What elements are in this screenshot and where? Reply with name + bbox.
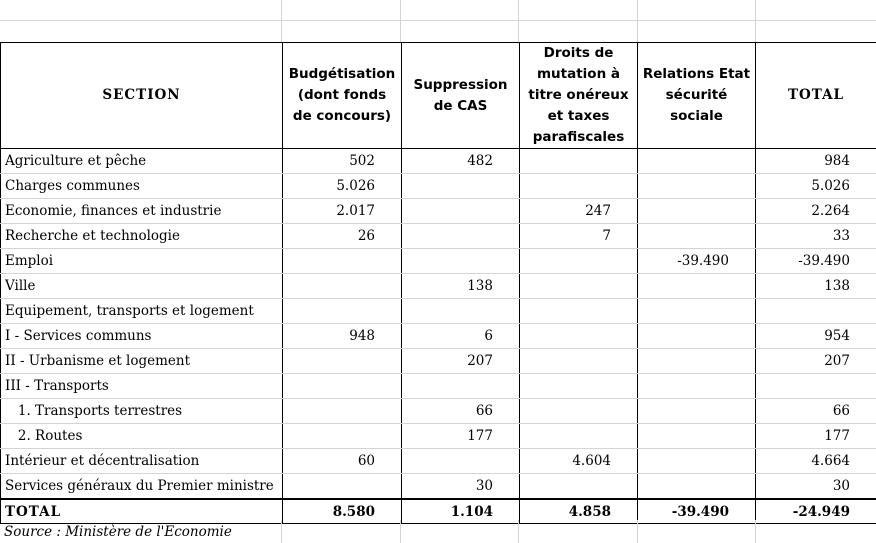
cell-suppression-cas: 138 [402, 274, 520, 299]
cell-suppression-cas [402, 174, 520, 199]
cell-droits-mutation [520, 474, 638, 500]
table-row [1, 449, 876, 474]
table-row [1, 249, 876, 274]
cell-section: Agriculture et pêche [1, 149, 283, 174]
cell-total: 2.264 [756, 199, 876, 224]
header-total: TOTAL [756, 43, 876, 149]
cell-budgetisation [283, 474, 402, 500]
header-droits-mutation: Droits de mutation à titre onéreux et taxes parafiscales [520, 43, 638, 149]
cell-budgetisation: 5.026 [283, 174, 402, 199]
cell-relations-etat [638, 149, 756, 174]
cell-relations-etat [638, 174, 756, 199]
cell-total: 66 [756, 399, 876, 424]
cell-total [756, 299, 876, 324]
cell-budgetisation [283, 349, 402, 374]
cell-budgetisation [283, 424, 402, 449]
cell-droits-mutation [520, 174, 638, 199]
cell-budgetisation [283, 249, 402, 274]
cell-relations-etat: -39.490 [638, 249, 756, 274]
cell-section: Services généraux du Premier ministre [1, 474, 283, 500]
cell-relations-etat [638, 449, 756, 474]
table-row [1, 274, 876, 299]
cell-budgetisation: 948 [283, 324, 402, 349]
cell-suppression-cas [402, 374, 520, 399]
cell-total: -39.490 [756, 249, 876, 274]
cell-total: 5.026 [756, 174, 876, 199]
cell-total: 954 [756, 324, 876, 349]
table-row [1, 224, 876, 249]
cell-droits-mutation [520, 299, 638, 324]
cell-relations-etat [638, 299, 756, 324]
header-relations-etat: Relations Etat sécurité sociale [638, 43, 756, 149]
cell-budgetisation: 60 [283, 449, 402, 474]
cell-section: I - Services communs [1, 324, 283, 349]
cell-suppression-cas: 177 [402, 424, 520, 449]
cell-section: Charges communes [1, 174, 283, 199]
cell-droits-mutation [520, 349, 638, 374]
cell-total: 984 [756, 149, 876, 174]
cell-relations-etat [638, 324, 756, 349]
cell-droits-mutation [520, 249, 638, 274]
cell-budgetisation [283, 299, 402, 324]
cell-suppression-cas: 207 [402, 349, 520, 374]
cell-relations-etat [638, 399, 756, 424]
cell-section: Equipement, transports et logement [1, 299, 283, 324]
cell-section: 1. Transports terrestres [1, 399, 283, 424]
cell-suppression-cas [402, 224, 520, 249]
cell-suppression-cas [402, 449, 520, 474]
cell-total: 138 [756, 274, 876, 299]
total-budgetisation: 8.580 [283, 499, 402, 524]
table-row [1, 474, 876, 500]
header-budgetisation: Budgétisation (dont fonds de concours) [283, 43, 402, 149]
cell-budgetisation [283, 399, 402, 424]
cell-budgetisation: 26 [283, 224, 402, 249]
cell-section: Recherche et technologie [1, 224, 283, 249]
cell-droits-mutation [520, 374, 638, 399]
total-suppression-cas: 1.104 [402, 499, 520, 524]
total-droits-mutation: 4.858 [520, 499, 638, 524]
header-section: SECTION [1, 43, 283, 149]
header-suppression-cas: Suppression de CAS [402, 43, 520, 149]
cell-droits-mutation [520, 324, 638, 349]
cell-relations-etat [638, 274, 756, 299]
cell-relations-etat [638, 424, 756, 449]
cell-suppression-cas: 66 [402, 399, 520, 424]
cell-section: Economie, finances et industrie [1, 199, 283, 224]
cell-section: 2. Routes [1, 424, 283, 449]
cell-suppression-cas: 30 [402, 474, 520, 500]
cell-budgetisation [283, 374, 402, 399]
table-row [1, 149, 876, 174]
table-row [1, 299, 876, 324]
table-row [1, 399, 876, 424]
cell-droits-mutation [520, 424, 638, 449]
cell-total: 207 [756, 349, 876, 374]
table-row [1, 374, 876, 399]
table-row [1, 424, 876, 449]
sheet-gridlines-top [0, 0, 876, 42]
cell-suppression-cas [402, 299, 520, 324]
cell-section: Emploi [1, 249, 283, 274]
table-row [1, 174, 876, 199]
budget-table [0, 42, 876, 524]
cell-relations-etat [638, 199, 756, 224]
table-row [1, 324, 876, 349]
cell-relations-etat [638, 224, 756, 249]
header-row [1, 43, 876, 149]
cell-budgetisation: 502 [283, 149, 402, 174]
cell-section: II - Urbanisme et logement [1, 349, 283, 374]
cell-suppression-cas [402, 199, 520, 224]
cell-relations-etat [638, 374, 756, 399]
table-row [1, 349, 876, 374]
cell-droits-mutation: 4.604 [520, 449, 638, 474]
cell-suppression-cas [402, 249, 520, 274]
cell-total: 30 [756, 474, 876, 500]
cell-droits-mutation: 7 [520, 224, 638, 249]
cell-relations-etat [638, 474, 756, 500]
cell-droits-mutation: 247 [520, 199, 638, 224]
cell-droits-mutation [520, 274, 638, 299]
total-total: -24.949 [756, 499, 876, 524]
cell-budgetisation [283, 274, 402, 299]
cell-total: 177 [756, 424, 876, 449]
cell-section: Intérieur et décentralisation [1, 449, 283, 474]
source-note: Source : Ministère de l'Economie [4, 524, 232, 540]
cell-section: III - Transports [1, 374, 283, 399]
cell-budgetisation: 2.017 [283, 199, 402, 224]
cell-total: 33 [756, 224, 876, 249]
total-relations-etat: -39.490 [638, 499, 756, 524]
table-row [1, 199, 876, 224]
cell-total: 4.664 [756, 449, 876, 474]
cell-section: Ville [1, 274, 283, 299]
cell-relations-etat [638, 349, 756, 374]
cell-suppression-cas: 482 [402, 149, 520, 174]
cell-droits-mutation [520, 399, 638, 424]
cell-droits-mutation [520, 149, 638, 174]
cell-total [756, 374, 876, 399]
total-section: TOTAL [1, 499, 283, 524]
cell-suppression-cas: 6 [402, 324, 520, 349]
